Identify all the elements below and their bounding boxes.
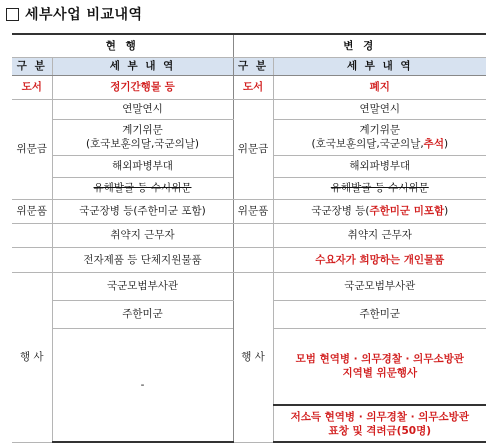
- cell-left: 유해발굴 등 수시위문: [52, 177, 233, 199]
- cell-cat-left: 위문금: [12, 99, 52, 199]
- cell-left: 취약지 근무자: [52, 223, 233, 247]
- cell-left: [52, 119, 233, 155]
- table-row-haengsa-1: [12, 272, 486, 300]
- column-header-row: [12, 57, 486, 75]
- cell-right: 폐지: [273, 75, 486, 99]
- cell-right: [273, 199, 486, 223]
- page-title: [6, 3, 143, 25]
- cell-right: 국군모범부사관: [273, 272, 486, 300]
- cell-text-highlight: 추석: [423, 138, 444, 150]
- cell-line: 모범 현역병 · 의무경찰 · 의무소방관: [295, 353, 464, 366]
- cell-line: 지역별 위문행사: [342, 367, 418, 380]
- cell-cat-right: [233, 247, 273, 272]
- cell-cat-right: 도서: [233, 75, 273, 99]
- cell-left: 국군모범부사관: [52, 272, 233, 300]
- cell-left: 해외파병부대: [52, 155, 233, 177]
- cell-text: ): [444, 205, 449, 217]
- cell-right: [273, 405, 486, 442]
- cell-right: 유해발굴 등 수시위문: [273, 177, 486, 199]
- cell-line: 표창 및 격려금(50명): [328, 424, 432, 437]
- cell-cat-left: 도서: [12, 75, 52, 99]
- cell-line: 계기위문: [359, 124, 401, 136]
- cell-text: (호국보훈의달,국군의날,: [311, 138, 424, 150]
- col-category-right: 구 분: [233, 57, 273, 75]
- cell-cat-right: [233, 223, 273, 247]
- table-row-chwiyak: [12, 223, 486, 247]
- table-row-dosuh: [12, 75, 486, 99]
- cell-cat-right: 행 사: [233, 272, 273, 442]
- cell-right: 취약지 근무자: [273, 223, 486, 247]
- cell-right: 연말연시: [273, 99, 486, 119]
- cell-cat-right: 위문품: [233, 199, 273, 223]
- cell-line: (호국보훈의달,국군의날): [86, 138, 199, 150]
- checkbox-square-icon: [6, 8, 19, 21]
- cell-left: -: [52, 328, 233, 442]
- header-current: 현 행: [12, 34, 233, 57]
- cell-cat-left: 행 사: [12, 272, 52, 442]
- cell-cat-left: 위문품: [12, 199, 52, 223]
- cell-right: 수요자가 희망하는 개인물품: [273, 247, 486, 272]
- cell-right: 해외파병부대: [273, 155, 486, 177]
- table-row-wimungeum-1: [12, 99, 486, 119]
- cell-line: 저소득 현역병 · 의무경찰 · 의무소방관: [290, 410, 469, 423]
- cell-cat-left: [12, 223, 52, 247]
- header-row: [12, 34, 486, 57]
- cell-right: 주한미군: [273, 300, 486, 328]
- cell-left: 연말연시: [52, 99, 233, 119]
- table-row-electronics: [12, 247, 486, 272]
- col-details-right: 세 부 내 역: [273, 57, 486, 75]
- title-text: 세부사업 비교내역: [25, 7, 143, 23]
- col-category-left: 구 분: [12, 57, 52, 75]
- cell-right: [273, 328, 486, 405]
- cell-text: ): [443, 138, 449, 150]
- col-details-left: 세 부 내 역: [52, 57, 233, 75]
- comparison-table: [12, 33, 486, 437]
- cell-left: 정기간행물 등: [52, 75, 233, 99]
- cell-cat-left: [12, 247, 52, 272]
- cell-left: 주한미군: [52, 300, 233, 328]
- header-changed: 변 경: [233, 34, 486, 57]
- cell-left: 국군장병 등(주한미군 포함): [52, 199, 233, 223]
- cell-line: [276, 137, 485, 151]
- cell-text: 국군장병 등(: [311, 205, 370, 217]
- cell-line: 계기위문: [122, 124, 163, 136]
- cell-left: 전자제품 등 단체지원물품: [52, 247, 233, 272]
- cell-cat-right: 위문금: [233, 99, 273, 199]
- table-row-wimunpum: [12, 199, 486, 223]
- cell-right: [273, 119, 486, 155]
- cell-text-highlight: 주한미군 미포함: [369, 205, 445, 217]
